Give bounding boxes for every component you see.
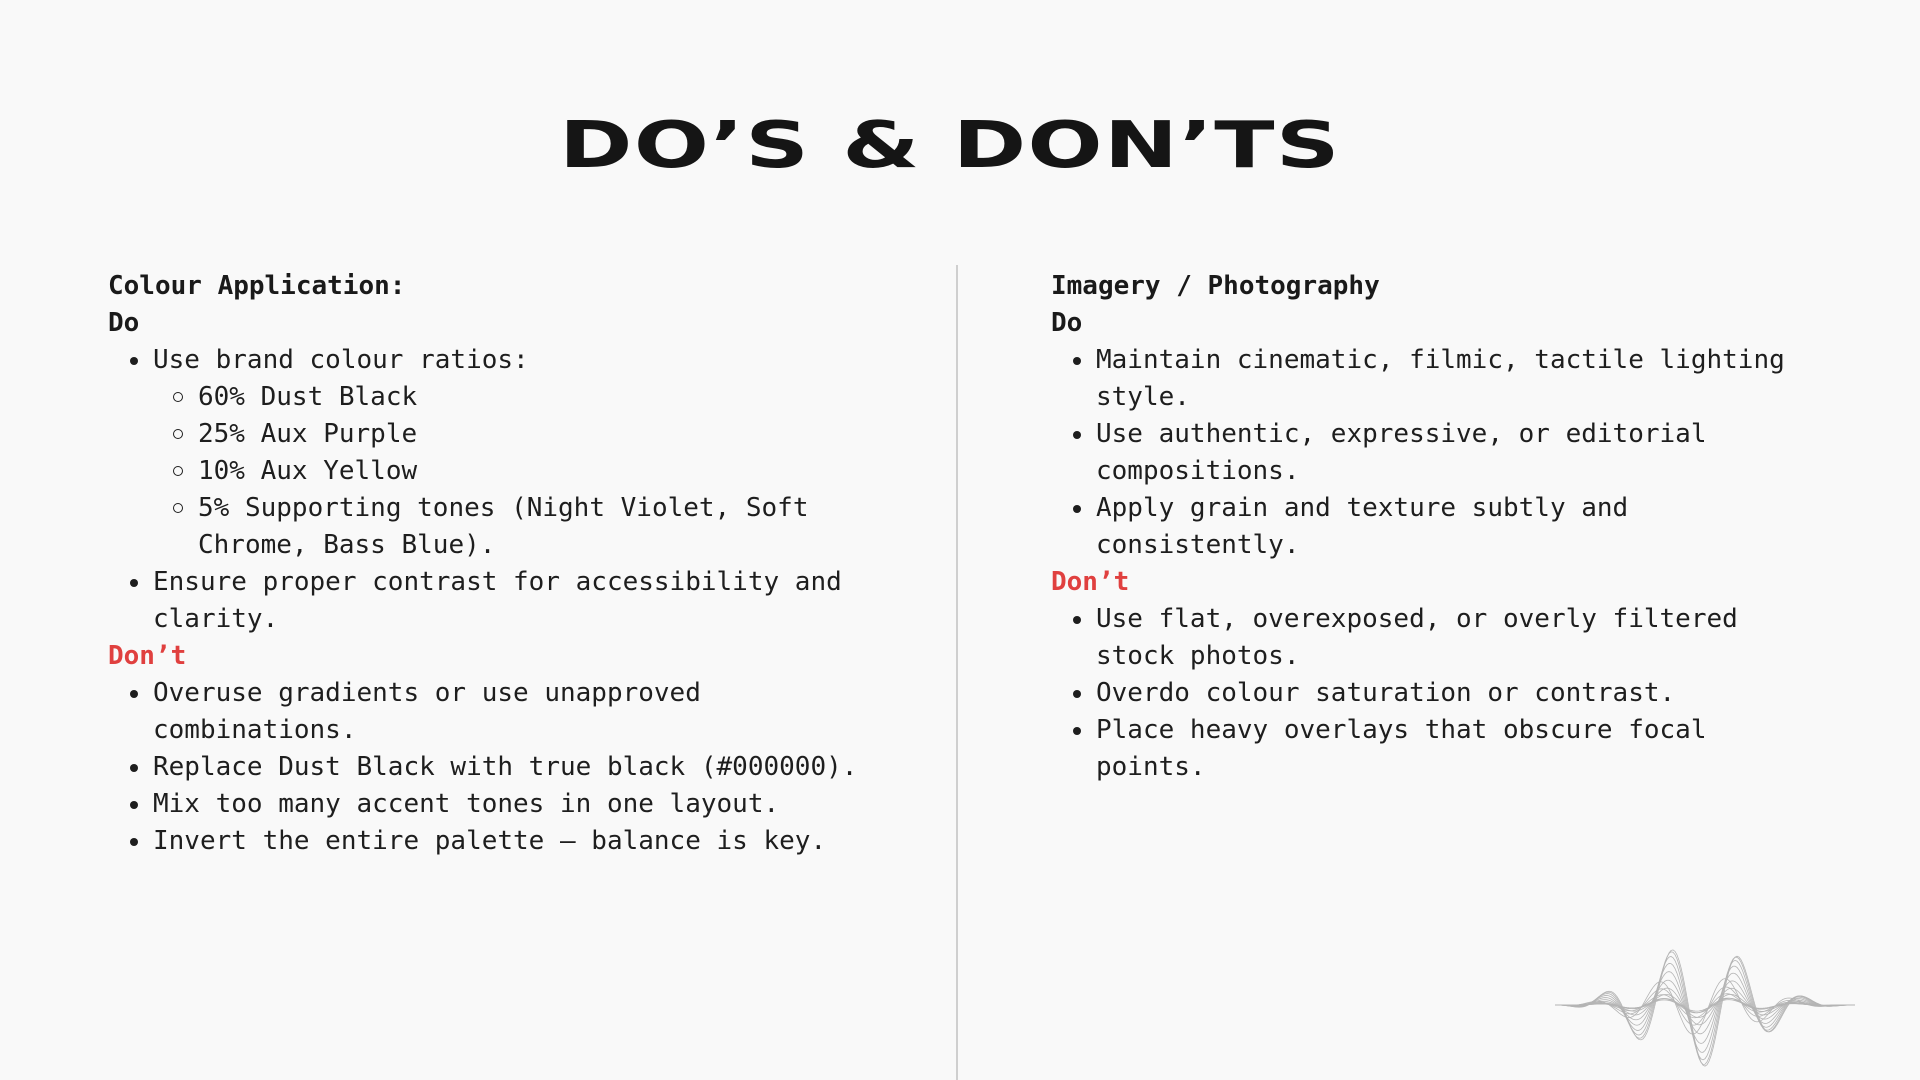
wave-line	[1555, 988, 1855, 1025]
wave-line	[1555, 952, 1855, 1065]
list-item: Apply grain and texture subtly and consistently.	[1051, 490, 1831, 564]
list-item: Ensure proper contrast for accessibility and clarity.	[108, 564, 908, 638]
wave-line	[1555, 980, 1855, 1034]
wave-line	[1555, 987, 1855, 1025]
list-item	[108, 342, 908, 564]
sublist-item: 10% Aux Yellow	[153, 453, 908, 490]
dont-label: Don’t	[108, 641, 187, 671]
list-item: Use authentic, expressive, or editorial compositions.	[1051, 416, 1831, 490]
do-label: Do	[108, 308, 140, 338]
do-list	[108, 342, 908, 638]
sound-wave-icon	[1555, 935, 1855, 1075]
list-item: Mix too many accent tones in one layout.	[108, 786, 908, 823]
list-item: Place heavy overlays that obscure focal points.	[1051, 712, 1831, 786]
do-label: Do	[1051, 308, 1083, 338]
list-item: Maintain cinematic, filmic, tactile lighting style.	[1051, 342, 1831, 416]
list-item: Overdo colour saturation or contrast.	[1051, 675, 1831, 712]
list-item: Overuse gradients or use unapproved combinations.	[108, 675, 908, 749]
page-title: DO’S & DON’TS	[559, 109, 1341, 183]
wave-line	[1555, 963, 1855, 1052]
list-item-text: Use brand colour ratios:	[153, 345, 529, 375]
wave-line	[1555, 979, 1855, 1035]
list-item: Use flat, overexposed, or overly filtered stock photos.	[1051, 601, 1831, 675]
list-item: Replace Dust Black with true black (#000000).	[108, 749, 908, 786]
dont-list	[108, 675, 908, 860]
colour-application-section	[108, 268, 908, 860]
sublist-item: 60% Dust Black	[153, 379, 908, 416]
section-heading: Colour Application:	[108, 271, 406, 301]
wave-line	[1555, 972, 1855, 1044]
sublist-item: 25% Aux Purple	[153, 416, 908, 453]
sublist-item: 5% Supporting tones (Night Violet, Soft Chrome, Bass Blue).	[153, 490, 908, 564]
ratio-sublist	[153, 379, 908, 564]
wave-line	[1555, 950, 1855, 1066]
column-divider	[956, 265, 958, 1080]
dont-list	[1051, 601, 1831, 786]
section-heading: Imagery / Photography	[1051, 271, 1380, 301]
list-item: Invert the entire palette — balance is key.	[108, 823, 908, 860]
imagery-section	[1051, 268, 1831, 786]
do-list	[1051, 342, 1831, 564]
wave-line	[1555, 956, 1855, 1059]
dont-label: Don’t	[1051, 567, 1130, 597]
